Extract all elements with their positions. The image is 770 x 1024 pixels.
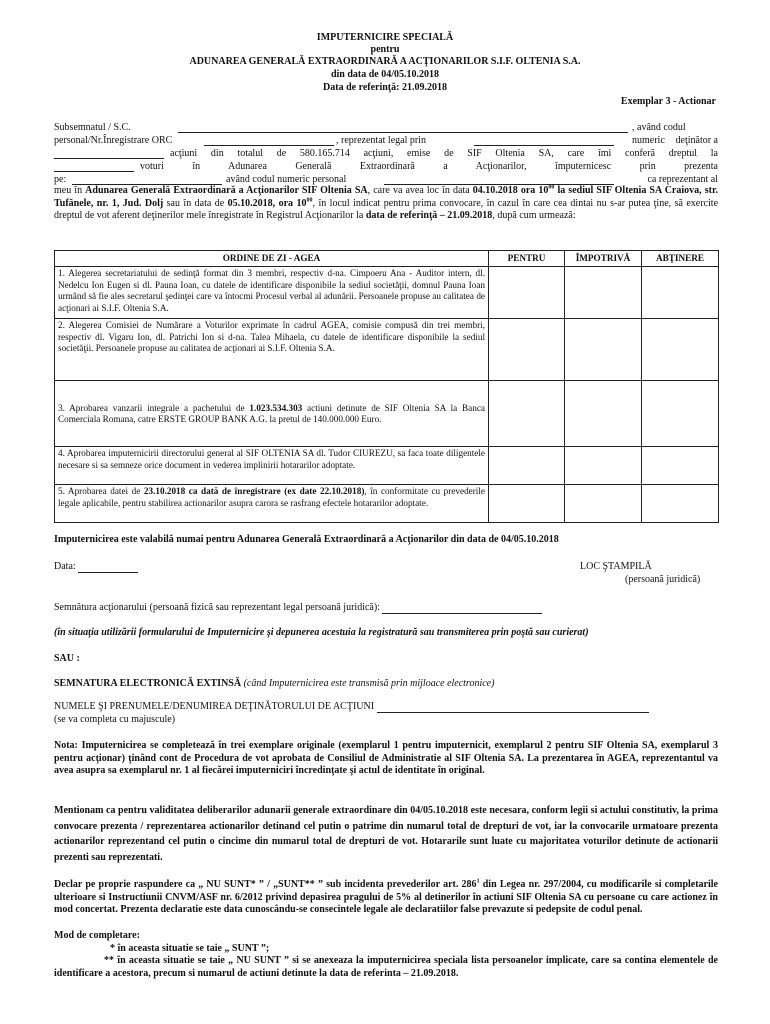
vote-abtinere-4[interactable] xyxy=(642,447,719,485)
agenda-item-3: 3. Aprobarea vanzarii integrale a pachetului de 1.023.534.303 actiuni detinute de SIF Oltenia SA la Banca Comerciala Romana, catre ERSTE GROUP BANK A.G. la pretul de 140.000.000 Euro. xyxy=(55,381,489,447)
date-field: Data: xyxy=(54,560,138,573)
declaration-paragraph: Declar pe proprie raspundere ca „ NU SUNT* ” / „SUNT** ” sub incidenta prevederilor art. $286^1$ din Legea nr. 297/2004, cu modificarile si completarile ulterioare si Instructiunii CNVM/ASF nr. 6/2012 privind depasirea pragului de 5% al detinerilor în actiuni SIF Oltenia SA cu persoane cu care actionez în mod concertat. Prezenta declaratie este data cunoscându-se consecintele legale ale declaratiilor false prevazute si pedepsite de codul penal. xyxy=(54,878,718,915)
form-title: IMPUTERNICIRE SPECIALĂ xyxy=(316,32,454,43)
vote-pentru-3[interactable] xyxy=(489,381,565,447)
table-row xyxy=(55,319,719,381)
holder-name-field: NUMELE ŞI PRENUMELE/DENUMIREA DEŢINĂTORULUI DE ACŢIUNI xyxy=(54,700,718,713)
votes-input-line[interactable] xyxy=(54,160,134,172)
header-impotriva: ÎMPOTRIVĂ xyxy=(565,251,642,267)
legal-rep-input-line[interactable] xyxy=(474,134,614,146)
agenda-item-4: 4. Aprobarea imputernicirii directorului general al SIF OLTENIA SA dl. Tudor CIUREZU, sa faca toate diligentele necesare si sa semneze orice document in vederea implinirii hotararilor adoptate. xyxy=(55,447,489,485)
electronic-signature-line: SEMNATURA ELECTRONICĂ EXTINSĂ (când Imputernicirea este transmisă prin mijloace electronice) xyxy=(54,678,495,689)
vote-impotriva-2[interactable] xyxy=(565,319,642,381)
shares-input-line[interactable] xyxy=(54,147,164,159)
name-input-line[interactable] xyxy=(178,121,628,133)
agenda-item-2: 2. Alegerea Comisiei de Numărare a Voturilor exprimate în cadrul AGEA, comisie compusă din trei membri, respectiv dl. Vigaru Ion, dl. Patrichi Ion si d-na. Talea Mihaela, cu datele de identificare disponibile la sediul societăţii. Persoanele propuse au calitatea de acţionari ai S.I.F. Oltenia S.A. xyxy=(55,319,489,381)
postal-note: (în situaţia utilizării formularului de Imputernicire şi depunerea acestuia la registratură sau transmiterea prin poştă sau curierat) xyxy=(54,627,589,638)
date-input-line[interactable] xyxy=(78,562,138,573)
vote-pentru-4[interactable] xyxy=(489,447,565,485)
vote-abtinere-3[interactable] xyxy=(642,381,719,447)
table-row xyxy=(55,381,719,447)
option-not-applicable: * în aceasta situatie se taie „ SUNT ”; xyxy=(110,943,270,954)
vote-impotriva-4[interactable] xyxy=(565,447,642,485)
form-subtitle-pentru: pentru xyxy=(370,44,400,55)
validity-statement: Imputernicirea este valabilă numai pentru Adunarea Generală Extraordinară a Acţionarilor din data de 04/05.10.2018 xyxy=(54,534,559,545)
completion-mode-label: Mod de completare: xyxy=(54,930,140,941)
vote-abtinere-2[interactable] xyxy=(642,319,719,381)
vote-pentru-1[interactable] xyxy=(489,267,565,319)
vote-abtinere-5[interactable] xyxy=(642,485,719,523)
intro-line-2: personal/Nr.Înregistrare ORC , reprezentat legal prin deţinător a xyxy=(54,135,718,146)
cnp-input-line[interactable] xyxy=(384,173,614,185)
table-row xyxy=(55,447,719,485)
header-pentru: PENTRU xyxy=(489,251,565,267)
intro-line-5: pe: având codul numeric personal ca reprezentant al xyxy=(54,174,718,185)
vote-pentru-5[interactable] xyxy=(489,485,565,523)
representative-input-line[interactable] xyxy=(72,173,222,185)
vote-impotriva-3[interactable] xyxy=(565,381,642,447)
intro-line-4: voturi în Adunarea Generală Extraordinară a Acţionarilor, împuternicesc prin prezenta xyxy=(54,160,718,173)
holder-name-hint: (se va completa cu majuscule) xyxy=(54,714,176,725)
orc-input-line[interactable] xyxy=(204,134,334,146)
or-label: SAU : xyxy=(54,653,80,664)
agenda-item-1: 1. Alegerea secretariatului de sedinţă format din 3 membri, respectiv d-na. Cimpoeru Ana - Auditor intern, dl. Nedelcu Ion Eugen si dl. Pauna Ioan, cu datele de identificare disponibile la sediul societăţii, domnul Pauna Ioan urmând să fie ales secretarul şedinţei care va întocmi Procesul verbal al adunării. Persoanele propuse au calitatea de acţionari ai S.I.F. Oltenia S.A. xyxy=(55,267,489,319)
nota-paragraph: Nota: Imputernicirea se completează în trei exemplare originale (exemplarul 1 pentru imputernicit, exemplarul 2 pentru SIF Oltenia SA, exemplarul 3 pentru acţionar) ţinând cont de Procedura de vot aprobata de Consiliul de Administratie al SIF Oltenia SA. La prezentarea în AGEA, reprezentantul va avea asupra sa exemplarul nr. 1 al fiecărei imputerniciri încredinţate şi actul de identitate în original. xyxy=(54,740,718,776)
holder-name-input-line[interactable] xyxy=(377,702,649,713)
intro-paragraph: meu în Adunarea Generală Extraordinară a Acţionarilor SIF Oltenia SA, care va avea loc în data 04.10.2018 ora $10^{00}$ la sediul SIF Oltenia SA Craiova, str. Tufănele, nr. 1, Jud. Dolj sau în data de 05.10.2018, ora $10^{00}$, în locul indicat pentru prima convocare, în cazul în care cea dintai nu s-ar putea ţine, să exercite dreptul de vot aferent deţinerilor mele înregistrate în Registrul Acţionarilor la data de referinţă – 21.09.2018, după cum urmează: xyxy=(54,184,719,221)
assembly-date: din data de 04/05.10.2018 xyxy=(330,69,440,80)
table-row xyxy=(55,267,719,319)
vote-pentru-2[interactable] xyxy=(489,319,565,381)
signature-field: Semnătura acţionarului (persoană fizică sau reprezentant legal persoană juridică): xyxy=(54,601,542,614)
table-row xyxy=(55,485,719,523)
header-agenda: ORDINE DE ZI - AGEA xyxy=(55,251,489,267)
assembly-title: ADUNAREA GENERALĂ EXTRAORDINARĂ A ACŢIONARILOR S.I.F. OLTENIA S.A. xyxy=(189,56,581,67)
intro-line-3: acţiuni din totalul de 580.165.714 acţiuni, emise de SIF Oltenia SA, care îmi conferă dreptul la xyxy=(54,147,718,160)
agenda-table xyxy=(54,250,719,523)
header-abtinere: ABŢINERE xyxy=(642,251,719,267)
copy-label: Exemplar 3 - Actionar xyxy=(620,96,716,107)
stamp-label: LOC ŞTAMPILĂ xyxy=(580,561,652,572)
option-applicable: ** în aceasta situatie se taie „ NU SUNT ” si se anexeaza la imputernicirea speciala lista persoanelor implicate, care sa contina elementele de identificare a acestora, precum si numarul de actiuni detinute la data de referinta – 21.09.2018. xyxy=(54,955,718,979)
reference-date: Data de referinţă: 21.09.2018 xyxy=(323,82,447,93)
stamp-sublabel: (persoană juridică) xyxy=(625,574,701,585)
validity-mention-paragraph: Mentionam ca pentru validitatea deliberarilor adunarii generale extraordinare din 04/05.10.2018 este necesara, conform legii si actului constitutiv, la prima convocare prezenta / reprezentarea actionarilor detinand cel putin o patrime din numarul total de drepturi de vot, iar la convocarile urmatoare prezenta actionarilor reprezentand cel putin o cincime din numarul total de drepturi de vot. Hotararile sunt luate cu majoritatea voturilor detinute de actionarii prezenti sau reprezentati. xyxy=(54,805,718,863)
intro-line-1: Subsemnatul / S.C. , având codul numeric xyxy=(54,122,686,146)
agenda-item-5: 5. Aprobarea datei de 23.10.2018 ca dată de înregistrare (ex date 22.10.2018), în conformitate cu prevederile legale aplicabile, pentru stabilirea actionarilor asupra carora se rasfrang efectele hotararilor adoptate. xyxy=(55,485,489,523)
vote-impotriva-1[interactable] xyxy=(565,267,642,319)
vote-abtinere-1[interactable] xyxy=(642,267,719,319)
signature-input-line[interactable] xyxy=(382,603,542,614)
vote-impotriva-5[interactable] xyxy=(565,485,642,523)
table-header-row xyxy=(55,251,719,267)
